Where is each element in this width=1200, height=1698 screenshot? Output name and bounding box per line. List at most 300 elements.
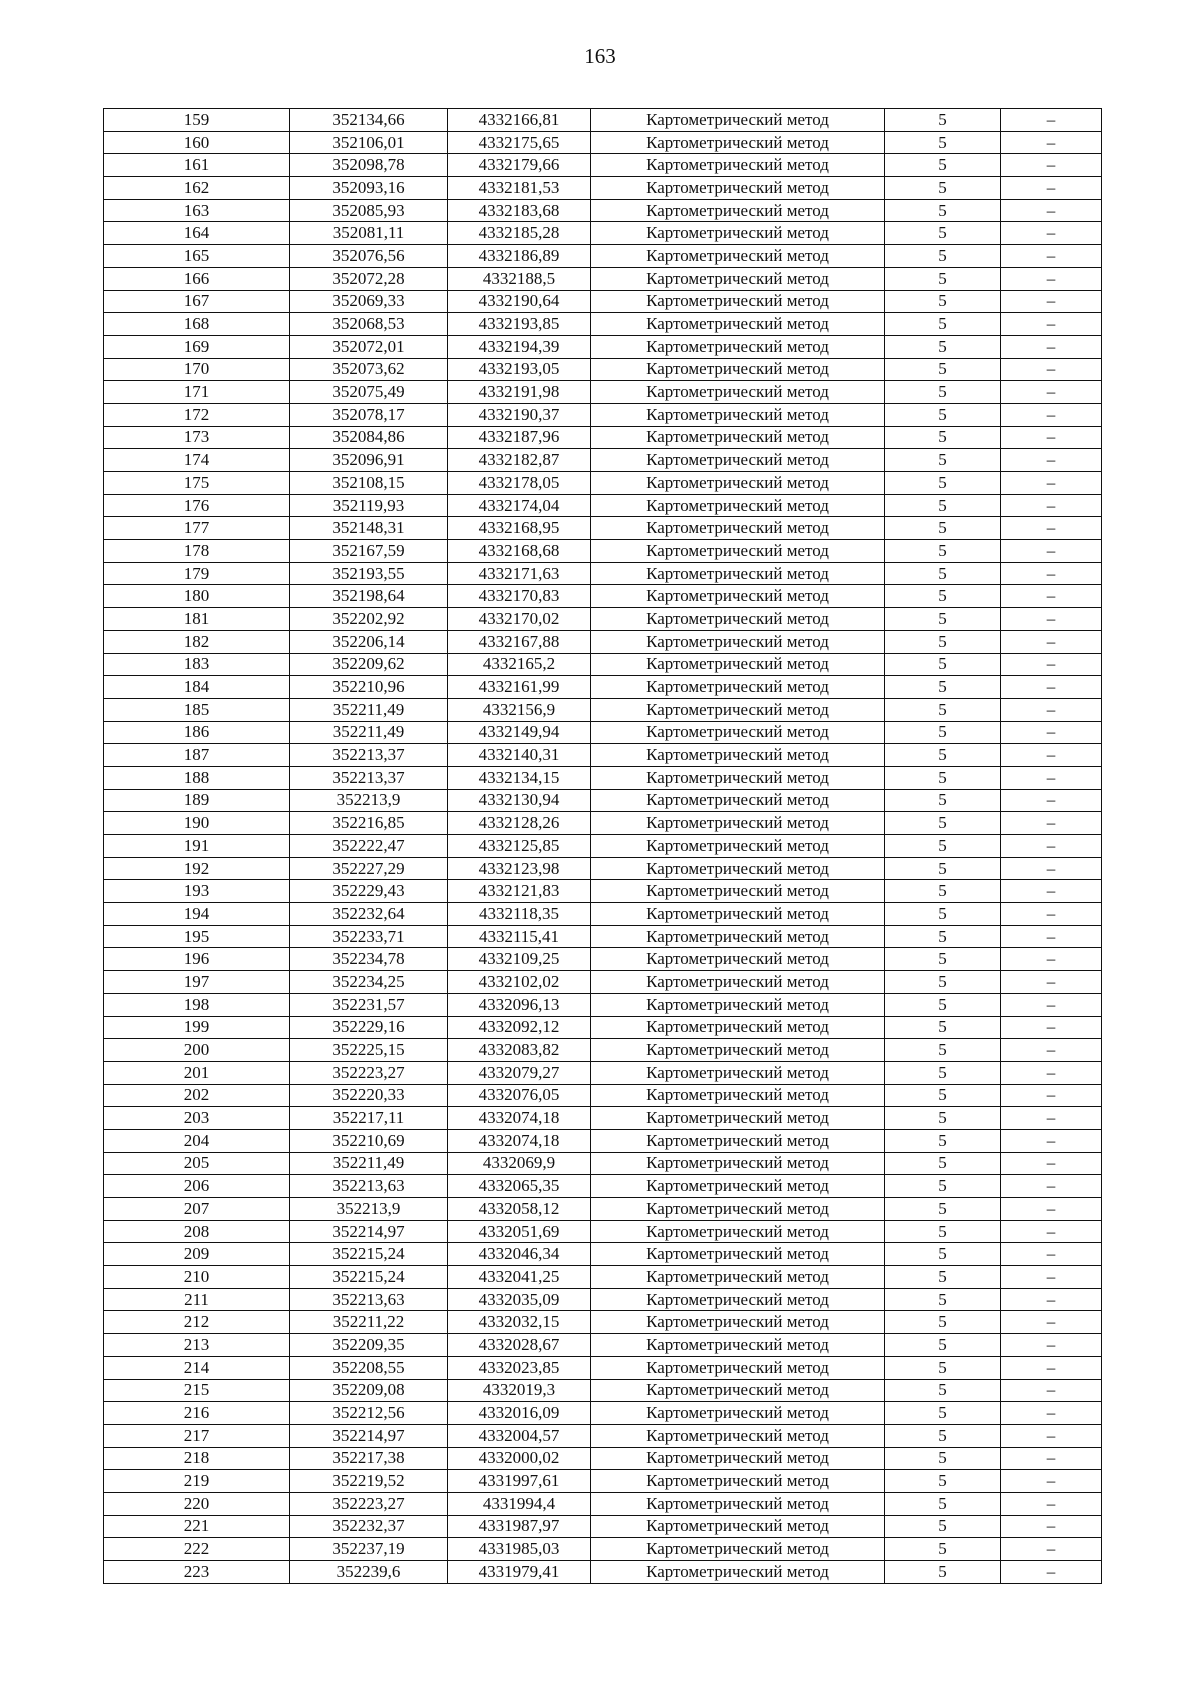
method-cell: Картометрический метод: [591, 1538, 885, 1561]
method-cell: Картометрический метод: [591, 721, 885, 744]
x-coordinate-cell: 352223,27: [290, 1061, 448, 1084]
note-cell: –: [1001, 857, 1102, 880]
precision-cell: 5: [885, 744, 1001, 767]
point-number-cell: 223: [104, 1561, 290, 1584]
note-cell: –: [1001, 540, 1102, 563]
table-row: [104, 1334, 1102, 1357]
y-coordinate-cell: 4331987,97: [448, 1515, 591, 1538]
y-coordinate-cell: 4332035,09: [448, 1288, 591, 1311]
method-cell: Картометрический метод: [591, 1311, 885, 1334]
point-number-cell: 188: [104, 766, 290, 789]
point-number-cell: 196: [104, 948, 290, 971]
note-cell: –: [1001, 449, 1102, 472]
y-coordinate-cell: 4331994,4: [448, 1492, 591, 1515]
note-cell: –: [1001, 131, 1102, 154]
note-cell: –: [1001, 1538, 1102, 1561]
y-coordinate-cell: 4332166,81: [448, 109, 591, 132]
method-cell: Картометрический метод: [591, 222, 885, 245]
y-coordinate-cell: 4332058,12: [448, 1198, 591, 1221]
precision-cell: 5: [885, 1492, 1001, 1515]
precision-cell: 5: [885, 1243, 1001, 1266]
point-number-cell: 167: [104, 290, 290, 313]
x-coordinate-cell: 352078,17: [290, 403, 448, 426]
x-coordinate-cell: 352229,16: [290, 1016, 448, 1039]
note-cell: –: [1001, 313, 1102, 336]
method-cell: Картометрический метод: [591, 540, 885, 563]
table-row: [104, 245, 1102, 268]
note-cell: –: [1001, 1220, 1102, 1243]
y-coordinate-cell: 4331985,03: [448, 1538, 591, 1561]
note-cell: –: [1001, 698, 1102, 721]
point-number-cell: 215: [104, 1379, 290, 1402]
method-cell: Картометрический метод: [591, 1016, 885, 1039]
note-cell: –: [1001, 993, 1102, 1016]
table-row: [104, 403, 1102, 426]
table-row: [104, 1084, 1102, 1107]
y-coordinate-cell: 4332102,02: [448, 971, 591, 994]
precision-cell: 5: [885, 993, 1001, 1016]
precision-cell: 5: [885, 903, 1001, 926]
precision-cell: 5: [885, 925, 1001, 948]
y-coordinate-cell: 4332168,95: [448, 517, 591, 540]
note-cell: –: [1001, 789, 1102, 812]
table-row: [104, 766, 1102, 789]
precision-cell: 5: [885, 1538, 1001, 1561]
x-coordinate-cell: 352234,25: [290, 971, 448, 994]
point-number-cell: 182: [104, 630, 290, 653]
x-coordinate-cell: 352237,19: [290, 1538, 448, 1561]
precision-cell: 5: [885, 1039, 1001, 1062]
table-row: [104, 608, 1102, 631]
x-coordinate-cell: 352209,35: [290, 1334, 448, 1357]
y-coordinate-cell: 4332041,25: [448, 1266, 591, 1289]
precision-cell: 5: [885, 789, 1001, 812]
table-row: [104, 109, 1102, 132]
x-coordinate-cell: 352219,52: [290, 1470, 448, 1493]
y-coordinate-cell: 4332165,2: [448, 653, 591, 676]
precision-cell: 5: [885, 562, 1001, 585]
point-number-cell: 186: [104, 721, 290, 744]
precision-cell: 5: [885, 494, 1001, 517]
method-cell: Картометрический метод: [591, 494, 885, 517]
x-coordinate-cell: 352213,9: [290, 1198, 448, 1221]
note-cell: –: [1001, 1356, 1102, 1379]
precision-cell: 5: [885, 517, 1001, 540]
method-cell: Картометрический метод: [591, 925, 885, 948]
precision-cell: 5: [885, 358, 1001, 381]
method-cell: Картометрический метод: [591, 948, 885, 971]
x-coordinate-cell: 352216,85: [290, 812, 448, 835]
precision-cell: 5: [885, 1129, 1001, 1152]
precision-cell: 5: [885, 1424, 1001, 1447]
method-cell: Картометрический метод: [591, 381, 885, 404]
point-number-cell: 180: [104, 585, 290, 608]
method-cell: Картометрический метод: [591, 313, 885, 336]
method-cell: Картометрический метод: [591, 199, 885, 222]
x-coordinate-cell: 352213,63: [290, 1175, 448, 1198]
method-cell: Картометрический метод: [591, 1152, 885, 1175]
y-coordinate-cell: 4332032,15: [448, 1311, 591, 1334]
note-cell: –: [1001, 267, 1102, 290]
point-number-cell: 214: [104, 1356, 290, 1379]
note-cell: –: [1001, 1447, 1102, 1470]
x-coordinate-cell: 352233,71: [290, 925, 448, 948]
method-cell: Картометрический метод: [591, 835, 885, 858]
note-cell: –: [1001, 222, 1102, 245]
x-coordinate-cell: 352085,93: [290, 199, 448, 222]
x-coordinate-cell: 352068,53: [290, 313, 448, 336]
table-row: [104, 857, 1102, 880]
note-cell: –: [1001, 835, 1102, 858]
method-cell: Картометрический метод: [591, 857, 885, 880]
precision-cell: 5: [885, 1266, 1001, 1289]
x-coordinate-cell: 352214,97: [290, 1424, 448, 1447]
precision-cell: 5: [885, 1379, 1001, 1402]
table-row: [104, 948, 1102, 971]
precision-cell: 5: [885, 313, 1001, 336]
table-row: [104, 1107, 1102, 1130]
method-cell: Картометрический метод: [591, 177, 885, 200]
note-cell: –: [1001, 812, 1102, 835]
note-cell: –: [1001, 517, 1102, 540]
table-row: [104, 358, 1102, 381]
y-coordinate-cell: 4332149,94: [448, 721, 591, 744]
note-cell: –: [1001, 381, 1102, 404]
table-row: [104, 880, 1102, 903]
x-coordinate-cell: 352075,49: [290, 381, 448, 404]
y-coordinate-cell: 4332186,89: [448, 245, 591, 268]
point-number-cell: 170: [104, 358, 290, 381]
coordinates-table: [103, 108, 1102, 1584]
note-cell: –: [1001, 403, 1102, 426]
method-cell: Картометрический метод: [591, 109, 885, 132]
x-coordinate-cell: 352223,27: [290, 1492, 448, 1515]
point-number-cell: 212: [104, 1311, 290, 1334]
point-number-cell: 210: [104, 1266, 290, 1289]
point-number-cell: 179: [104, 562, 290, 585]
method-cell: Картометрический метод: [591, 1061, 885, 1084]
x-coordinate-cell: 352234,78: [290, 948, 448, 971]
table-row: [104, 1220, 1102, 1243]
point-number-cell: 201: [104, 1061, 290, 1084]
method-cell: Картометрический метод: [591, 449, 885, 472]
note-cell: –: [1001, 1311, 1102, 1334]
point-number-cell: 211: [104, 1288, 290, 1311]
table-row: [104, 1379, 1102, 1402]
y-coordinate-cell: 4332188,5: [448, 267, 591, 290]
point-number-cell: 184: [104, 676, 290, 699]
note-cell: –: [1001, 335, 1102, 358]
x-coordinate-cell: 352193,55: [290, 562, 448, 585]
table-row: [104, 1424, 1102, 1447]
note-cell: –: [1001, 109, 1102, 132]
table-row: [104, 1039, 1102, 1062]
method-cell: Картометрический метод: [591, 1039, 885, 1062]
point-number-cell: 159: [104, 109, 290, 132]
y-coordinate-cell: 4332028,67: [448, 1334, 591, 1357]
note-cell: –: [1001, 1402, 1102, 1425]
precision-cell: 5: [885, 1016, 1001, 1039]
method-cell: Картометрический метод: [591, 1424, 885, 1447]
y-coordinate-cell: 4332109,25: [448, 948, 591, 971]
x-coordinate-cell: 352076,56: [290, 245, 448, 268]
method-cell: Картометрический метод: [591, 1084, 885, 1107]
note-cell: –: [1001, 903, 1102, 926]
y-coordinate-cell: 4332194,39: [448, 335, 591, 358]
table-row: [104, 835, 1102, 858]
method-cell: Картометрический метод: [591, 585, 885, 608]
x-coordinate-cell: 352209,08: [290, 1379, 448, 1402]
precision-cell: 5: [885, 540, 1001, 563]
method-cell: Картометрический метод: [591, 1198, 885, 1221]
table-row: [104, 426, 1102, 449]
point-number-cell: 192: [104, 857, 290, 880]
point-number-cell: 220: [104, 1492, 290, 1515]
point-number-cell: 175: [104, 472, 290, 495]
method-cell: Картометрический метод: [591, 676, 885, 699]
x-coordinate-cell: 352108,15: [290, 472, 448, 495]
y-coordinate-cell: 4332170,02: [448, 608, 591, 631]
x-coordinate-cell: 352081,11: [290, 222, 448, 245]
method-cell: Картометрический метод: [591, 880, 885, 903]
y-coordinate-cell: 4332185,28: [448, 222, 591, 245]
x-coordinate-cell: 352225,15: [290, 1039, 448, 1062]
y-coordinate-cell: 4332168,68: [448, 540, 591, 563]
note-cell: –: [1001, 585, 1102, 608]
table-row: [104, 222, 1102, 245]
x-coordinate-cell: 352210,69: [290, 1129, 448, 1152]
table-row: [104, 1129, 1102, 1152]
precision-cell: 5: [885, 630, 1001, 653]
method-cell: Картометрический метод: [591, 1220, 885, 1243]
precision-cell: 5: [885, 1402, 1001, 1425]
y-coordinate-cell: 4332004,57: [448, 1424, 591, 1447]
table-row: [104, 744, 1102, 767]
point-number-cell: 204: [104, 1129, 290, 1152]
x-coordinate-cell: 352220,33: [290, 1084, 448, 1107]
method-cell: Картометрический метод: [591, 1175, 885, 1198]
point-number-cell: 213: [104, 1334, 290, 1357]
point-number-cell: 181: [104, 608, 290, 631]
table-row: [104, 1175, 1102, 1198]
table-row: [104, 1061, 1102, 1084]
x-coordinate-cell: 352069,33: [290, 290, 448, 313]
y-coordinate-cell: 4332123,98: [448, 857, 591, 880]
x-coordinate-cell: 352231,57: [290, 993, 448, 1016]
y-coordinate-cell: 4332161,99: [448, 676, 591, 699]
table-row: [104, 653, 1102, 676]
point-number-cell: 217: [104, 1424, 290, 1447]
note-cell: –: [1001, 766, 1102, 789]
point-number-cell: 191: [104, 835, 290, 858]
y-coordinate-cell: 4332156,9: [448, 698, 591, 721]
point-number-cell: 164: [104, 222, 290, 245]
point-number-cell: 183: [104, 653, 290, 676]
y-coordinate-cell: 4332191,98: [448, 381, 591, 404]
precision-cell: 5: [885, 1561, 1001, 1584]
precision-cell: 5: [885, 109, 1001, 132]
precision-cell: 5: [885, 835, 1001, 858]
point-number-cell: 200: [104, 1039, 290, 1062]
y-coordinate-cell: 4332128,26: [448, 812, 591, 835]
x-coordinate-cell: 352202,92: [290, 608, 448, 631]
method-cell: Картометрический метод: [591, 358, 885, 381]
x-coordinate-cell: 352072,28: [290, 267, 448, 290]
precision-cell: 5: [885, 1061, 1001, 1084]
method-cell: Картометрический метод: [591, 472, 885, 495]
precision-cell: 5: [885, 1470, 1001, 1493]
precision-cell: 5: [885, 948, 1001, 971]
precision-cell: 5: [885, 267, 1001, 290]
precision-cell: 5: [885, 1334, 1001, 1357]
method-cell: Картометрический метод: [591, 290, 885, 313]
precision-cell: 5: [885, 1198, 1001, 1221]
point-number-cell: 189: [104, 789, 290, 812]
table-row: [104, 131, 1102, 154]
point-number-cell: 206: [104, 1175, 290, 1198]
method-cell: Картометрический метод: [591, 1266, 885, 1289]
note-cell: –: [1001, 608, 1102, 631]
precision-cell: 5: [885, 335, 1001, 358]
x-coordinate-cell: 352198,64: [290, 585, 448, 608]
note-cell: –: [1001, 1266, 1102, 1289]
y-coordinate-cell: 4332083,82: [448, 1039, 591, 1062]
note-cell: –: [1001, 971, 1102, 994]
y-coordinate-cell: 4332193,05: [448, 358, 591, 381]
precision-cell: 5: [885, 381, 1001, 404]
table-row: [104, 585, 1102, 608]
precision-cell: 5: [885, 1356, 1001, 1379]
method-cell: Картометрический метод: [591, 766, 885, 789]
note-cell: –: [1001, 426, 1102, 449]
method-cell: Картометрический метод: [591, 562, 885, 585]
note-cell: –: [1001, 630, 1102, 653]
note-cell: –: [1001, 1379, 1102, 1402]
note-cell: –: [1001, 1016, 1102, 1039]
note-cell: –: [1001, 1175, 1102, 1198]
method-cell: Картометрический метод: [591, 131, 885, 154]
table-row: [104, 1515, 1102, 1538]
table-row: [104, 313, 1102, 336]
y-coordinate-cell: 4332092,12: [448, 1016, 591, 1039]
point-number-cell: 221: [104, 1515, 290, 1538]
precision-cell: 5: [885, 608, 1001, 631]
precision-cell: 5: [885, 1152, 1001, 1175]
table-row: [104, 199, 1102, 222]
method-cell: Картометрический метод: [591, 1379, 885, 1402]
x-coordinate-cell: 352215,24: [290, 1243, 448, 1266]
note-cell: –: [1001, 925, 1102, 948]
table-row: [104, 1561, 1102, 1584]
table-row: [104, 154, 1102, 177]
method-cell: Картометрический метод: [591, 1107, 885, 1130]
x-coordinate-cell: 352211,49: [290, 1152, 448, 1175]
y-coordinate-cell: 4332181,53: [448, 177, 591, 200]
method-cell: Картометрический метод: [591, 245, 885, 268]
note-cell: –: [1001, 1198, 1102, 1221]
method-cell: Картометрический метод: [591, 993, 885, 1016]
method-cell: Картометрический метод: [591, 1470, 885, 1493]
y-coordinate-cell: 4332175,65: [448, 131, 591, 154]
x-coordinate-cell: 352119,93: [290, 494, 448, 517]
y-coordinate-cell: 4332190,37: [448, 403, 591, 426]
x-coordinate-cell: 352211,49: [290, 721, 448, 744]
method-cell: Картометрический метод: [591, 1129, 885, 1152]
y-coordinate-cell: 4332051,69: [448, 1220, 591, 1243]
x-coordinate-cell: 352208,55: [290, 1356, 448, 1379]
table-row: [104, 494, 1102, 517]
method-cell: Картометрический метод: [591, 154, 885, 177]
precision-cell: 5: [885, 245, 1001, 268]
table-row: [104, 540, 1102, 563]
x-coordinate-cell: 352211,49: [290, 698, 448, 721]
note-cell: –: [1001, 494, 1102, 517]
point-number-cell: 199: [104, 1016, 290, 1039]
table-row: [104, 993, 1102, 1016]
y-coordinate-cell: 4332076,05: [448, 1084, 591, 1107]
method-cell: Картометрический метод: [591, 698, 885, 721]
note-cell: –: [1001, 1288, 1102, 1311]
precision-cell: 5: [885, 721, 1001, 744]
method-cell: Картометрический метод: [591, 1243, 885, 1266]
y-coordinate-cell: 4332023,85: [448, 1356, 591, 1379]
x-coordinate-cell: 352213,63: [290, 1288, 448, 1311]
precision-cell: 5: [885, 1515, 1001, 1538]
y-coordinate-cell: 4332074,18: [448, 1129, 591, 1152]
table-row: [104, 1266, 1102, 1289]
point-number-cell: 193: [104, 880, 290, 903]
point-number-cell: 171: [104, 381, 290, 404]
note-cell: –: [1001, 562, 1102, 585]
table-row: [104, 335, 1102, 358]
note-cell: –: [1001, 1470, 1102, 1493]
y-coordinate-cell: 4332134,15: [448, 766, 591, 789]
note-cell: –: [1001, 1334, 1102, 1357]
y-coordinate-cell: 4332179,66: [448, 154, 591, 177]
x-coordinate-cell: 352213,37: [290, 766, 448, 789]
precision-cell: 5: [885, 1311, 1001, 1334]
precision-cell: 5: [885, 698, 1001, 721]
x-coordinate-cell: 352096,91: [290, 449, 448, 472]
y-coordinate-cell: 4332182,87: [448, 449, 591, 472]
y-coordinate-cell: 4332074,18: [448, 1107, 591, 1130]
point-number-cell: 187: [104, 744, 290, 767]
x-coordinate-cell: 352227,29: [290, 857, 448, 880]
method-cell: Картометрический метод: [591, 403, 885, 426]
method-cell: Картометрический метод: [591, 1447, 885, 1470]
page-number: 163: [584, 44, 616, 68]
table-row: [104, 630, 1102, 653]
x-coordinate-cell: 352229,43: [290, 880, 448, 903]
method-cell: Картометрический метод: [591, 653, 885, 676]
method-cell: Картометрический метод: [591, 1288, 885, 1311]
note-cell: –: [1001, 1084, 1102, 1107]
precision-cell: 5: [885, 1288, 1001, 1311]
y-coordinate-cell: 4332183,68: [448, 199, 591, 222]
x-coordinate-cell: 352167,59: [290, 540, 448, 563]
precision-cell: 5: [885, 585, 1001, 608]
note-cell: –: [1001, 358, 1102, 381]
y-coordinate-cell: 4332171,63: [448, 562, 591, 585]
point-number-cell: 169: [104, 335, 290, 358]
x-coordinate-cell: 352222,47: [290, 835, 448, 858]
y-coordinate-cell: 4332000,02: [448, 1447, 591, 1470]
table-row: [104, 1470, 1102, 1493]
x-coordinate-cell: 352232,64: [290, 903, 448, 926]
table-row: [104, 1152, 1102, 1175]
note-cell: –: [1001, 1492, 1102, 1515]
note-cell: –: [1001, 177, 1102, 200]
